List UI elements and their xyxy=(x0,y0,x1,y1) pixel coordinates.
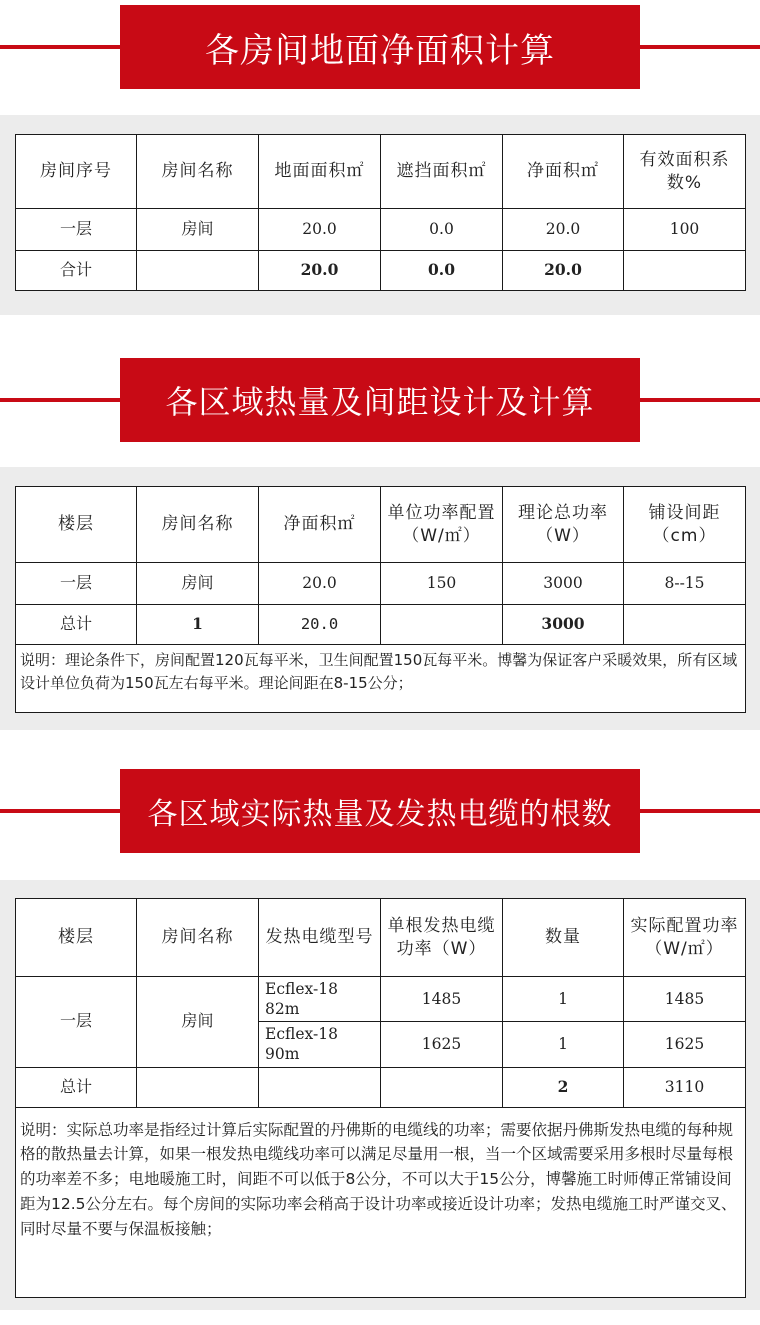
cable-config-table xyxy=(15,898,746,1298)
unit-power-cell: 150 xyxy=(381,563,503,605)
total-label: 总计 xyxy=(16,605,137,645)
total-floor-area: 20.0 xyxy=(259,251,381,291)
total-power: 3000 xyxy=(503,605,624,645)
blocked-area-cell: 0.0 xyxy=(381,209,503,251)
room-cell: 房间 xyxy=(137,563,259,605)
header-cell: 实际配置功率（W/㎡） xyxy=(624,899,746,977)
coefficient-cell: 100 xyxy=(624,209,746,251)
total-cell xyxy=(624,251,746,291)
total-net-area: 20.0 xyxy=(259,605,381,645)
section3-header xyxy=(0,769,760,853)
cable-power-cell: 1485 xyxy=(381,977,503,1022)
cable-model-cell: Ecflex-18 82m xyxy=(259,977,381,1022)
header-cell: 净面积㎡ xyxy=(259,487,381,563)
section3-title: 各区域实际热量及发热电缆的根数 xyxy=(120,769,640,853)
table-row xyxy=(16,977,746,1022)
header-cell: 房间序号 xyxy=(16,135,137,209)
actual-power-cell: 1625 xyxy=(624,1022,746,1067)
floor-area-cell: 20.0 xyxy=(259,209,381,251)
total-quantity: 2 xyxy=(503,1067,624,1107)
header-cell: 房间名称 xyxy=(137,487,259,563)
total-cell xyxy=(624,605,746,645)
table-row xyxy=(16,563,746,605)
total-row xyxy=(16,251,746,291)
header-cell: 楼层 xyxy=(16,899,137,977)
total-cell xyxy=(137,251,259,291)
total-row xyxy=(16,1067,746,1107)
section2-header xyxy=(0,358,760,442)
section2-note: 说明：理论条件下，房间配置120瓦每平米，卫生间配置150瓦每平米。博馨为保证客户采暖效果，所有区域设计单位负荷为150瓦左右每平米。理论间距在8-15公分； xyxy=(16,645,746,713)
total-blocked-area: 0.0 xyxy=(381,251,503,291)
total-actual-power: 3110 xyxy=(624,1067,746,1107)
section3-note: 说明：实际总功率是指经过计算后实际配置的丹佛斯的电缆线的功率；需要依据丹佛斯发热电缆的每种规格的散热量去计算，如果一根发热电缆线功率可以满足尽量用一根，当一个区域需要采用多根时尽量每根的功率差不多；电地暖施工时，间距不可以低于8公分，不可以大于15公分，博馨施工时师傅正常铺设间距为12.5公分左右。每个房间的实际功率会稍高于设计功率或接近设计功率；发热电缆施工时严谨交叉、同时尽量不要与保温板接触； xyxy=(16,1107,746,1297)
header-cell: 理论总功率（W） xyxy=(503,487,624,563)
section1-header xyxy=(0,5,760,89)
table-row xyxy=(16,209,746,251)
total-label: 合计 xyxy=(16,251,137,291)
header-cell: 净面积㎡ xyxy=(503,135,624,209)
header-cell: 有效面积系数% xyxy=(624,135,746,209)
total-power-cell: 3000 xyxy=(503,563,624,605)
actual-power-cell: 1485 xyxy=(624,977,746,1022)
cable-model-cell: Ecflex-18 90m xyxy=(259,1022,381,1067)
section2-title: 各区域热量及间距设计及计算 xyxy=(120,358,640,442)
total-cell xyxy=(259,1067,381,1107)
header-cell: 单位功率配置（W/㎡） xyxy=(381,487,503,563)
total-net-area: 20.0 xyxy=(503,251,624,291)
header-cell: 单根发热电缆功率（W） xyxy=(381,899,503,977)
total-cell xyxy=(381,1067,503,1107)
heat-design-table xyxy=(15,486,746,713)
header-cell: 地面面积㎡ xyxy=(259,135,381,209)
floor-cell: 一层 xyxy=(16,209,137,251)
floor-cell: 一层 xyxy=(16,977,137,1068)
room-cell: 房间 xyxy=(137,977,259,1068)
header-cell: 铺设间距（cm） xyxy=(624,487,746,563)
quantity-cell: 1 xyxy=(503,977,624,1022)
total-cell xyxy=(381,605,503,645)
net-area-table xyxy=(15,134,746,291)
header-cell: 房间名称 xyxy=(137,135,259,209)
spacing-cell: 8--15 xyxy=(624,563,746,605)
net-area-cell: 20.0 xyxy=(259,563,381,605)
quantity-cell: 1 xyxy=(503,1022,624,1067)
total-row xyxy=(16,605,746,645)
header-cell: 数量 xyxy=(503,899,624,977)
total-label: 总计 xyxy=(16,1067,137,1107)
total-room-count: 1 xyxy=(137,605,259,645)
cable-power-cell: 1625 xyxy=(381,1022,503,1067)
room-cell: 房间 xyxy=(137,209,259,251)
header-cell: 遮挡面积㎡ xyxy=(381,135,503,209)
header-cell: 房间名称 xyxy=(137,899,259,977)
total-cell xyxy=(137,1067,259,1107)
header-cell: 楼层 xyxy=(16,487,137,563)
header-cell: 发热电缆型号 xyxy=(259,899,381,977)
section1-title: 各房间地面净面积计算 xyxy=(120,5,640,89)
net-area-cell: 20.0 xyxy=(503,209,624,251)
floor-cell: 一层 xyxy=(16,563,137,605)
